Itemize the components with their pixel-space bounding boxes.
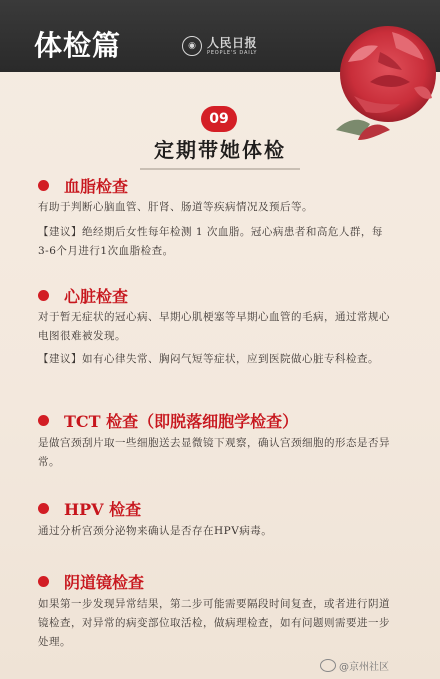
watermark-text: @京州社区 bbox=[339, 662, 389, 673]
page-title: 定期带她体检 bbox=[154, 138, 286, 162]
weibo-watermark bbox=[320, 658, 389, 673]
carnation-flower-icon bbox=[318, 12, 440, 152]
section-title: 血脂检查 bbox=[64, 177, 129, 196]
bullet-dot-icon bbox=[38, 415, 49, 426]
bullet-dot-icon bbox=[38, 576, 49, 587]
logo-emblem-icon: ◉ bbox=[182, 36, 202, 56]
section-title: 心脏检查 bbox=[64, 287, 129, 306]
section-description: 对于暂无症状的冠心病、早期心肌梗塞等早期心血管的毛病，通过常规心电图很难被发现。 bbox=[38, 311, 390, 342]
bullet-dot-icon bbox=[38, 290, 49, 301]
section-title: HPV 检查 bbox=[64, 500, 142, 519]
logo-name-en: PEOPLE'S DAILY bbox=[207, 49, 258, 56]
section-description: 有助于判断心脑血管、肝肾、肠道等疾病情况及预后等。 bbox=[38, 201, 313, 213]
section-description: 是做宫颈刮片取一些细胞送去显微镜下观察，确认宫颈细胞的形态是否异常。 bbox=[38, 437, 390, 468]
section-number-badge: 09 bbox=[201, 106, 237, 132]
title-divider bbox=[140, 168, 300, 170]
section-description: 通过分析宫颈分泌物来确认是否存在HPV病毒。 bbox=[38, 525, 273, 537]
header-title: 体检篇 bbox=[34, 29, 122, 62]
section-advice: 【建议】如有心律失常、胸闷气短等症状，应到医院做心脏专科检查。 bbox=[38, 353, 379, 365]
section-description: 如果第一步发现异常结果，第二步可能需要隔段时间复查，或者进行阴道镜检查，对异常的病变部位取活检，做病理检查，如有问题则需要进一步处理。 bbox=[38, 598, 390, 648]
peoples-daily-logo bbox=[182, 36, 257, 56]
logo-name-cn: 人民日报 bbox=[207, 35, 258, 50]
bullet-dot-icon bbox=[38, 180, 49, 191]
weibo-icon bbox=[320, 659, 336, 672]
bullet-dot-icon bbox=[38, 503, 49, 514]
section-advice: 【建议】绝经期后女性每年检测 1 次血脂。冠心病患者和高危人群，每3-6个月进行1次血脂检查。 bbox=[38, 226, 383, 257]
section-title: TCT 检查（即脱落细胞学检查） bbox=[64, 412, 299, 431]
section-title: 阴道镜检查 bbox=[64, 573, 145, 592]
